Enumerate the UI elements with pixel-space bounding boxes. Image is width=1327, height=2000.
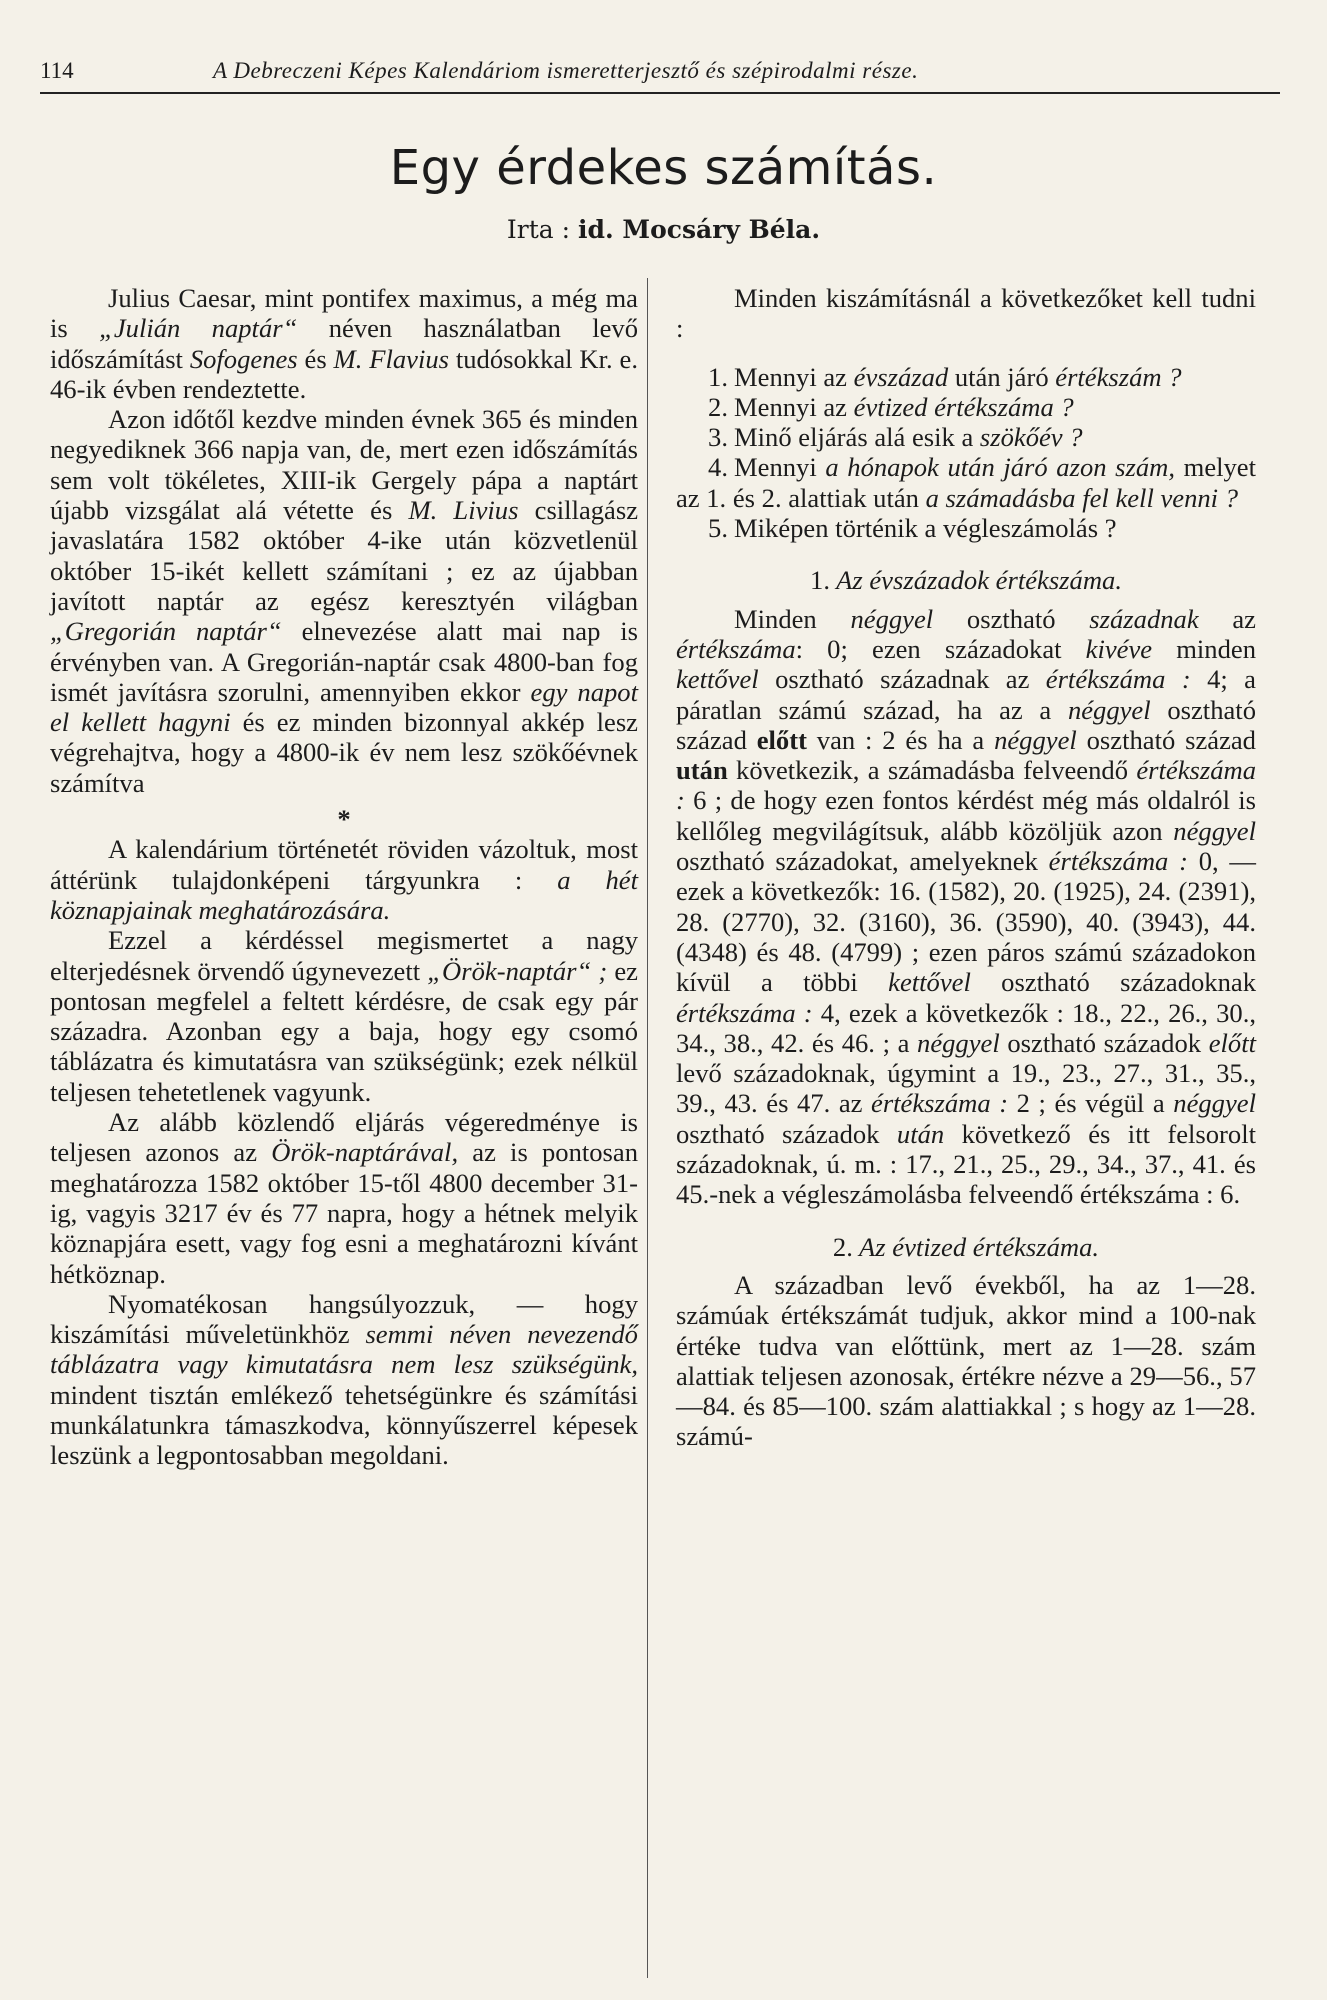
question-5: 5. Miképen történik a végleszámolás ? (708, 513, 1117, 544)
paragraph-gregorian-reform: Azon időtől kezdve minden évnek 365 és minden negyediknek 366 napja van, de, mert ezen időszámítás sem volt tökéletes, XIII-ik Gergely pápa a naptárt újabb vizsgálat alá vétette és M. Livius csillagász javaslatára 1582 október 4-ike után közvetlenül október 15-ikét kellett számítani ; ez az újabban javított naptár az egész keresztyén világban „Gregorián naptár“ elnevezése alatt mai nap is érvényben van. A Gregorián-naptár csak 4800-ban fog ismét javításra szorulni, amennyiben ekkor egy napot el kellett hagyni és ez minden bizonnyal akkép lesz végrehajtva, hogy a 4800-ik év nem lesz szökőévnek számítva (50, 404, 639, 798)
paragraph-topic: A kalendárium történetét röviden vázoltuk, most áttérünk tulajdonképeni tárgyunkra : a hét köznapjainak meghatározására. (50, 834, 638, 925)
paragraph-emphasis: Nyomatékosan hangsúlyozzuk, — hogy kiszámítási műveletünkhöz semmi néven nevezendő táblázatra vagy kimutatásra nem lesz szükségünk, mindent tisztán emlékező tehetségünkre és számítási munkálatunkra támaszkodva, könnyűszerrel képesek leszünk a legpontosabban megoldani. (50, 1288, 638, 1471)
paragraph-julius-caesar: Julius Caesar, mint pontifex maximus, a még ma is „Julián naptár“ néven használatban levő időszámítást Sofogenes és M. Flavius tudósokkal Kr. e. 46-ik évben rendeztette. (50, 283, 638, 404)
question-3: 3. Minő eljárás alá esik a szökőév ? (708, 422, 1083, 453)
paragraph-orok-naptar: Ezzel a kérdéssel megismertet a nagy elterjedésnek örvendő úgynevezett „Örök-naptár“ ; ez pontosan megfelel a feltett kérdésre, de csak egy pár századra. Azonban egy a baja, hogy egy csomó táblázatra és kimutatásra van szükségünk; ezek nélkül teljesen tehetetlenek vagyunk. (50, 925, 638, 1107)
running-header (40, 52, 1280, 94)
section-heading-1: 1. Az évszázadok értékszáma. (810, 565, 1122, 596)
section-separator: * (337, 804, 351, 835)
question-4: 4. Mennyi a hónapok után járó azon szám, melyet az 1. és 2. alattiak után a számadásba fel kell venni ? (676, 452, 1256, 513)
page-number: 114 (40, 58, 74, 83)
paragraph-century-values: Minden néggyel osztható századnak az értékszáma: 0; ezen századokat kivéve minden kettővel osztható századnak az értékszáma : 4; a páratlan számú század, ha az a néggyel osztható század előtt van : 2 és ha a néggyel osztható század után következik, a számadásba felveendő értékszáma : 6 ; de hogy ezen fontos kérdést még más oldalról is kellőleg megvilágítsuk, alább közöljük azon néggyel osztható századokat, amelyeknek értékszáma : 0, — ezek a következők: 16. (1582), 20. (1925), 24. (2391), 28. (2770), 32. (3160), 36. (3590), 40. (3943), 44. (4348) és 48. (4799) ; ezen páros számú századokon kívül a többi kettővel osztható századoknak értékszáma : 4, ezek a következők : 18., 22., 26., 30., 34., 38., 42. és 46. ; a néggyel osztható századok előtt levő századoknak, úgymint a 19., 23., 27., 31., 35., 39., 43. és 47. az értékszáma : 2 ; és végül a néggyel osztható századok után következő és itt felsorolt századoknak, ú. m. : 17., 21., 25., 29., 34., 37., 41. és 45.-nek a végleszámolásba felveendő értékszáma : 6. (676, 603, 1256, 1210)
right-column (676, 283, 1256, 1452)
column-divider (647, 278, 648, 1978)
byline (0, 215, 1327, 244)
article-title: Egy érdekes számítás. (389, 140, 938, 196)
running-title: A Debreczeni Képes Kalendáriom ismeretterjesztő és szépirodalmi része. (213, 58, 919, 83)
paragraph-procedure: Az alább közlendő eljárás végeredménye is teljesen azonos az Örök-naptárával, az is pontosan meghatározza 1582 október 15-től 4800 december 31-ig, vagyis 3217 év és 77 napra, hogy a hétnek melyik köznapjára esett, vagy fog esni a meghatározni kívánt hétköznap. (50, 1107, 638, 1289)
left-column (50, 283, 638, 1471)
paragraph-intro: Minden kiszámításnál a következőket kell tudni : (676, 283, 1256, 344)
author-name: id. Mocsáry Béla. (578, 215, 821, 244)
paragraph-decade-values: A században levő évekből, ha az 1—28. számúak értékszámát tudjuk, akkor mind a 100-nak értéke tudva van előttünk, mert az 1—28. szám alattiak teljesen azonosak, értékre nézve a 29—56., 57—84. és 85—100. szám alattiakkal ; s hogy az 1—28. számú- (676, 1269, 1256, 1452)
question-2: 2. Mennyi az évtized értékszáma ? (708, 391, 1074, 422)
section-heading-2: 2. Az évtized értékszáma. (832, 1231, 1100, 1262)
question-1: 1. Mennyi az évszázad után járó értékszám ? (708, 361, 1182, 392)
byline-prefix: Irta : (506, 215, 571, 244)
